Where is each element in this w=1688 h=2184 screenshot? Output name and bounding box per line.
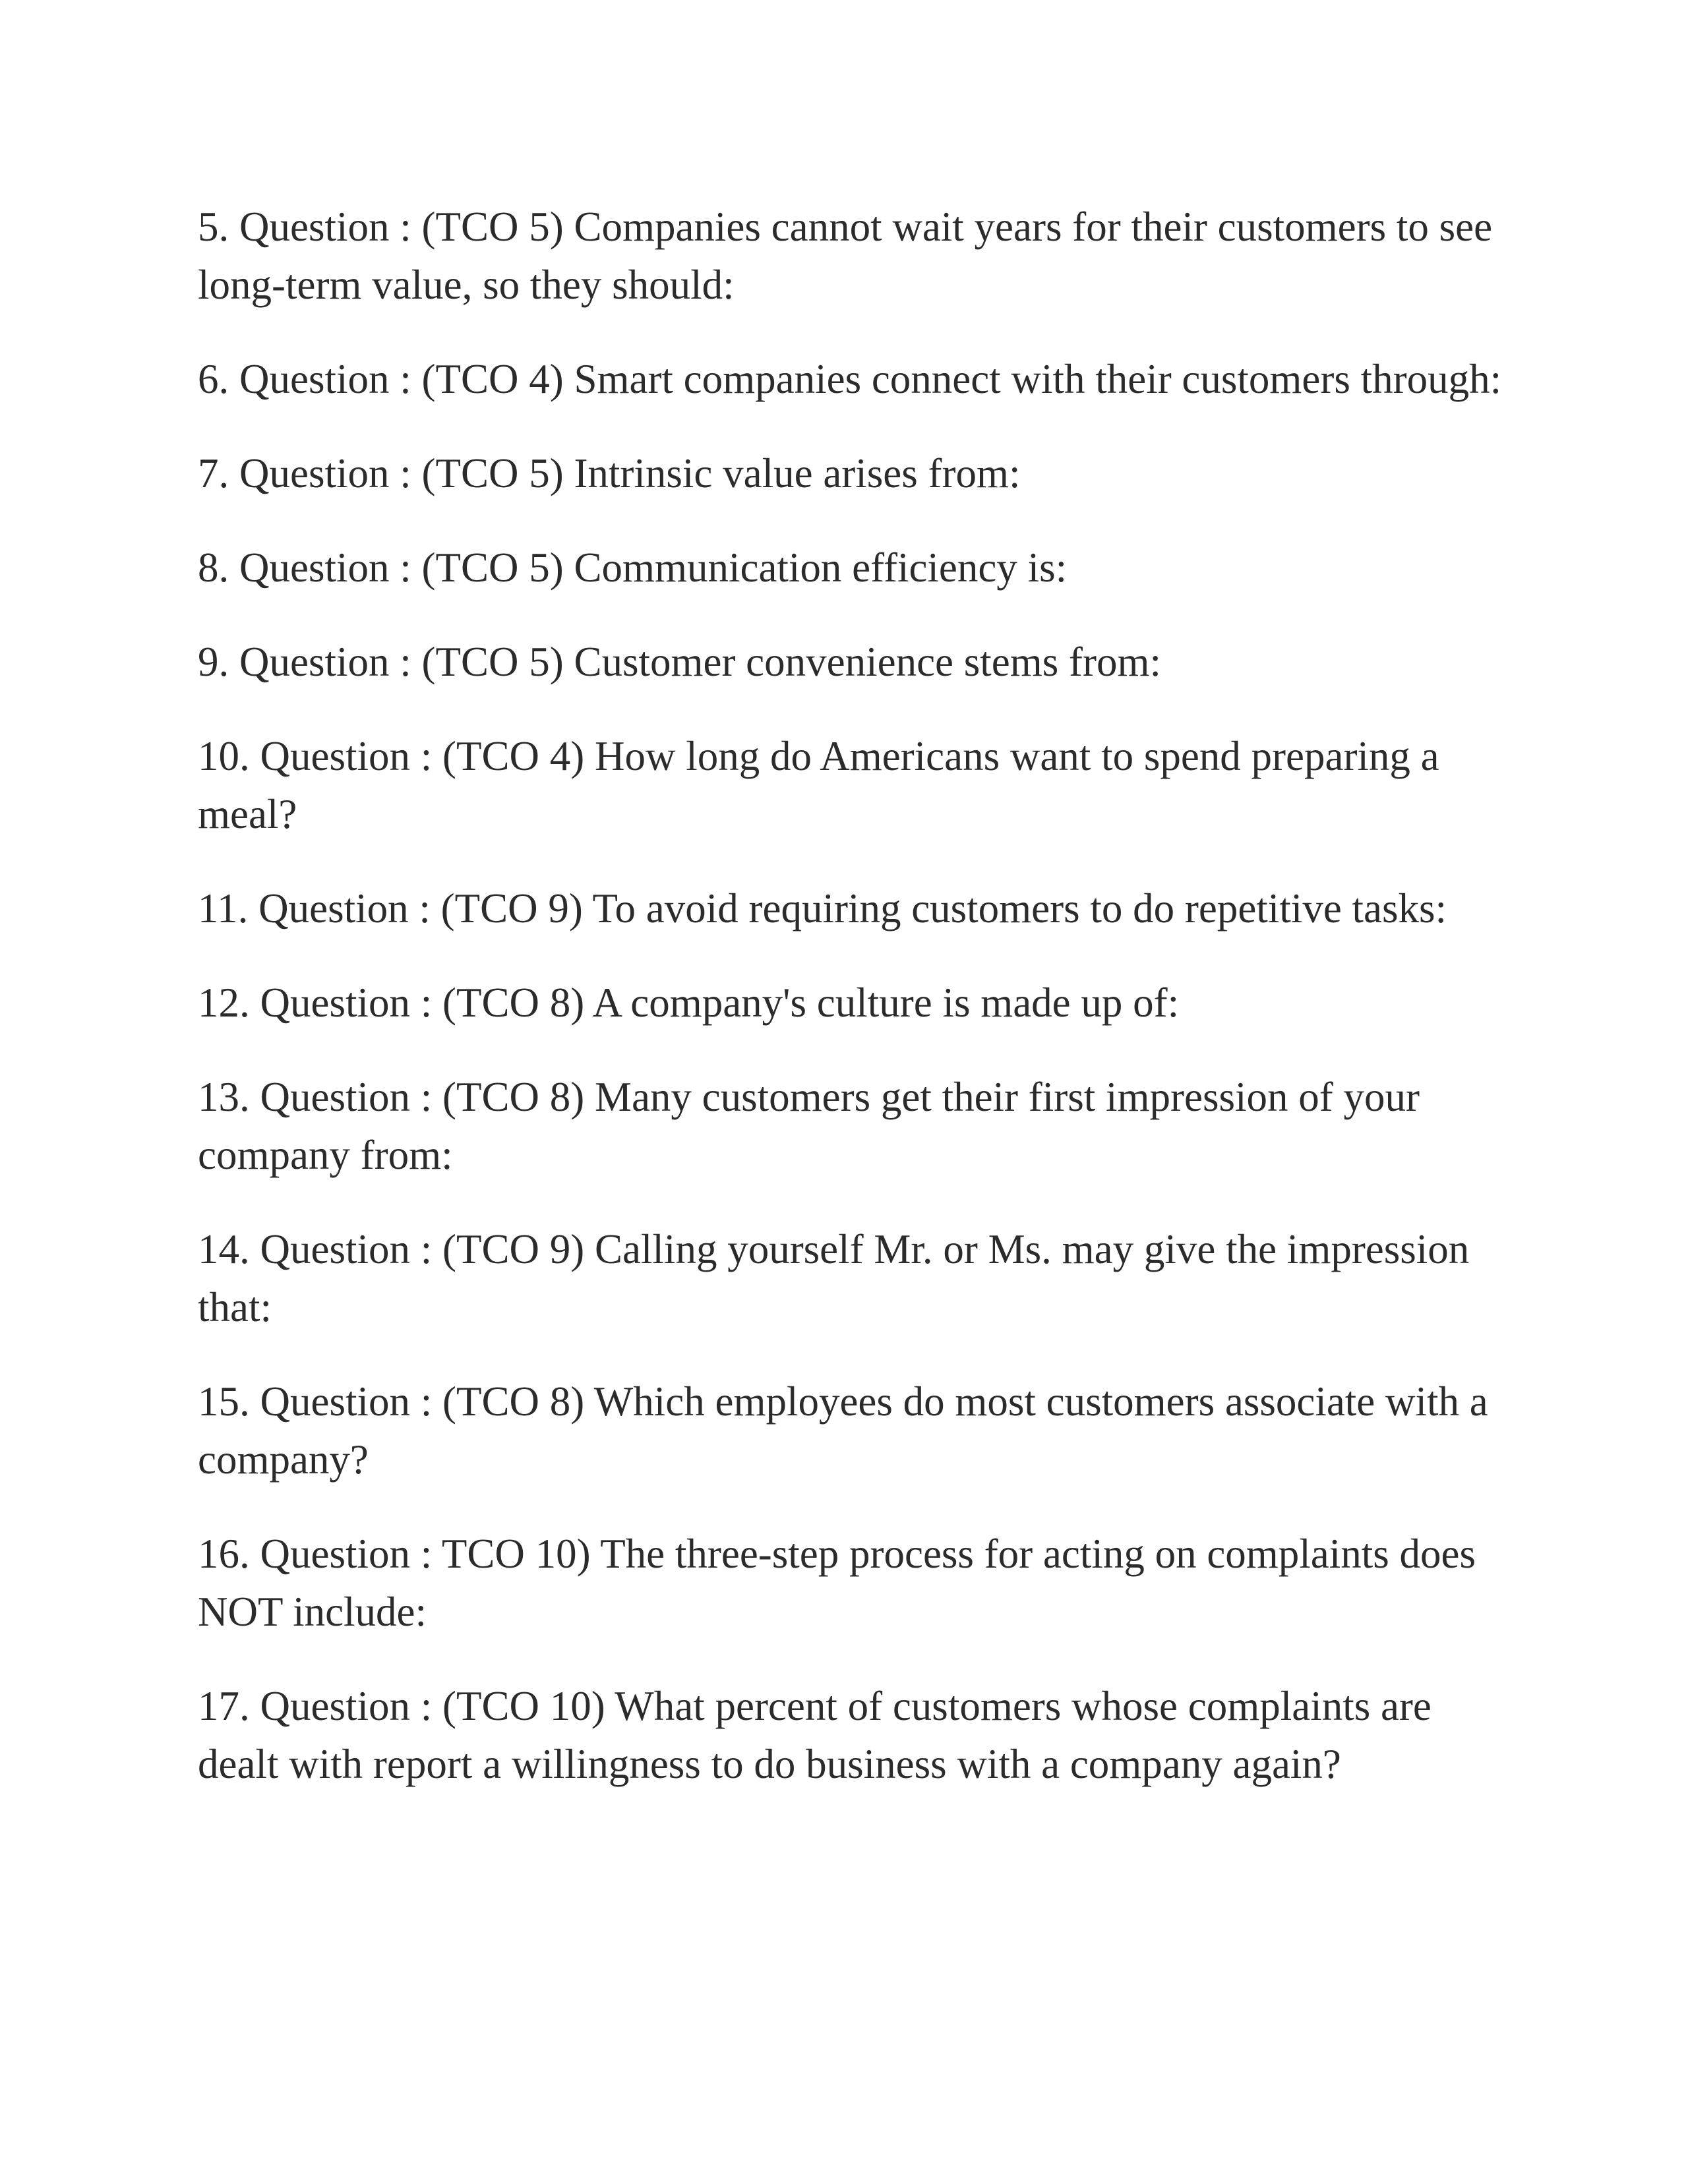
question-list — [198, 198, 1503, 1829]
question-16: 16. Question : TCO 10) The three-step process for acting on complaints does NOT include: — [198, 1531, 1476, 1635]
question-13: 13. Question : (TCO 8) Many customers get their first impression of your company from: — [198, 1074, 1420, 1178]
question-5: 5. Question : (TCO 5) Companies cannot wait years for their customers to see long-term value, so they should: — [198, 204, 1493, 308]
question-7: 7. Question : (TCO 5) Intrinsic value arises from: — [198, 450, 1021, 496]
question-10: 10. Question : (TCO 4) How long do Americans want to spend preparing a meal? — [198, 733, 1439, 837]
question-9: 9. Question : (TCO 5) Customer convenience stems from: — [198, 639, 1161, 685]
question-11: 11. Question : (TCO 9) To avoid requiring customers to do repetitive tasks: — [198, 885, 1447, 931]
question-14: 14. Question : (TCO 9) Calling yourself Mr. or Ms. may give the impression that: — [198, 1226, 1470, 1330]
question-17: 17. Question : (TCO 10) What percent of customers whose complaints are dealt with report a willingness to do business with a company again? — [198, 1683, 1432, 1787]
question-6: 6. Question : (TCO 4) Smart companies connect with their customers through: — [198, 356, 1502, 402]
question-15: 15. Question : (TCO 8) Which employees do most customers associate with a company? — [198, 1378, 1488, 1483]
question-12: 12. Question : (TCO 8) A company's culture is made up of: — [198, 980, 1180, 1026]
question-8: 8. Question : (TCO 5) Communication efficiency is: — [198, 545, 1068, 591]
